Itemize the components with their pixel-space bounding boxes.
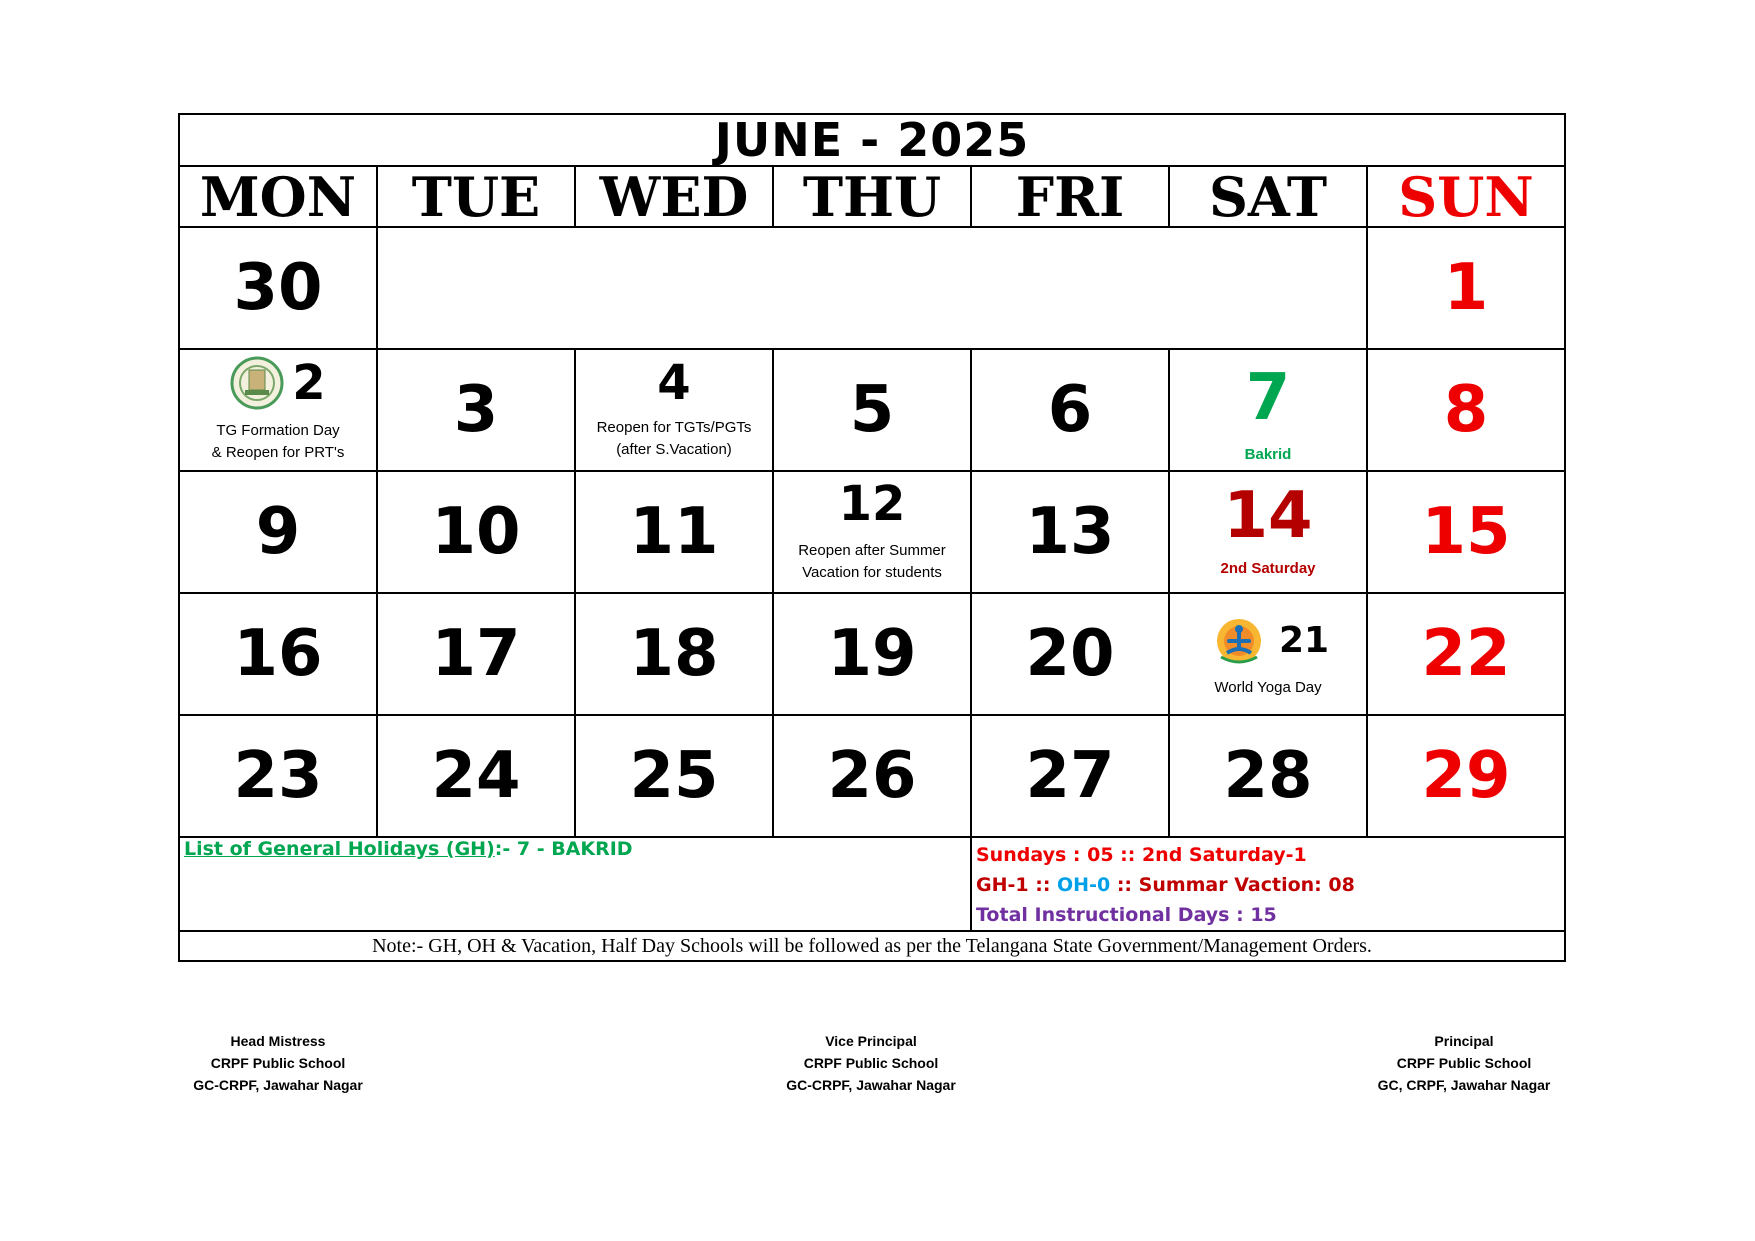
summary-total: Total Instructional Days : 15 <box>976 904 1277 926</box>
signature-place: GC-CRPF, Jawahar Nagar <box>786 1077 956 1093</box>
summary-vacation: :: Summar Vaction: 08 <box>1110 874 1355 896</box>
general-holidays-info <box>179 837 971 931</box>
holidays-label: List of General Holidays (GH) <box>184 838 495 860</box>
day-number: 18 <box>629 617 719 691</box>
day-cell-18 <box>575 593 773 715</box>
signature-role: Principal <box>1434 1033 1494 1049</box>
signature-place: GC, CRPF, Jawahar Nagar <box>1377 1077 1551 1093</box>
day-number: 5 <box>849 373 895 447</box>
weekday-fri: FRI <box>971 166 1169 227</box>
yoga-day-logo-icon <box>1207 609 1271 673</box>
day-cell-5 <box>773 349 971 471</box>
day-cell-17 <box>377 593 575 715</box>
day-cell-24 <box>377 715 575 837</box>
day-number: 15 <box>1421 495 1511 569</box>
day-number: 8 <box>1443 373 1489 447</box>
weekday-mon: MON <box>179 166 377 227</box>
day-cell-23 <box>179 715 377 837</box>
summary-sundays: Sundays : 05 :: 2nd Saturday-1 <box>976 844 1307 866</box>
day-note <box>798 540 946 584</box>
signature-role: Vice Principal <box>825 1033 917 1049</box>
weekday-wed: WED <box>575 166 773 227</box>
day-note: 2nd Saturday <box>1220 560 1316 577</box>
weekday-tue: TUE <box>377 166 575 227</box>
day-cell-19 <box>773 593 971 715</box>
day-number: 28 <box>1223 739 1313 813</box>
day-cell-13 <box>971 471 1169 593</box>
signature-org: CRPF Public School <box>1396 1055 1532 1071</box>
day-number: 1 <box>1443 251 1489 325</box>
weekday-thu: THU <box>773 166 971 227</box>
signature-org: CRPF Public School <box>210 1055 346 1071</box>
day-cell-27 <box>971 715 1169 837</box>
day-number: 23 <box>233 739 323 813</box>
day-number: 16 <box>233 617 323 691</box>
summary-info <box>971 837 1565 931</box>
day-number: 20 <box>1025 617 1115 691</box>
day-cell-14 <box>1169 471 1367 593</box>
day-cell-9 <box>179 471 377 593</box>
summary-gh-oh <box>976 870 1564 900</box>
day-number: 4 <box>657 355 691 411</box>
day-number: 10 <box>431 495 521 569</box>
day-cell-26 <box>773 715 971 837</box>
day-number: 12 <box>838 476 906 532</box>
weekday-sun: SUN <box>1367 166 1565 227</box>
day-number: 6 <box>1047 373 1093 447</box>
telangana-emblem-icon <box>230 356 284 410</box>
day-number: 21 <box>1278 620 1330 661</box>
day-cell-29 <box>1367 715 1565 837</box>
signature-place: GC-CRPF, Jawahar Nagar <box>193 1077 363 1093</box>
day-note <box>597 417 752 461</box>
day-cell-22 <box>1367 593 1565 715</box>
day-cell-20 <box>971 593 1169 715</box>
day-number: 24 <box>431 739 521 813</box>
day-number: 30 <box>233 251 323 325</box>
day-cell-4 <box>575 349 773 471</box>
day-note-line: TG Formation Day <box>216 422 340 439</box>
day-note-line: Reopen for TGTs/PGTs <box>596 419 752 436</box>
day-number: 14 <box>1223 479 1313 553</box>
signature-vice-principal <box>741 1030 1001 1096</box>
summary-oh: OH-0 <box>1057 874 1111 896</box>
day-cell-30 <box>179 227 377 349</box>
day-cell-25 <box>575 715 773 837</box>
day-note: Bakrid <box>1244 446 1292 463</box>
day-number: 27 <box>1025 739 1115 813</box>
day-cell-3 <box>377 349 575 471</box>
day-number: 17 <box>431 617 521 691</box>
day-number: 25 <box>629 739 719 813</box>
weekday-sat: SAT <box>1169 166 1367 227</box>
holidays-value: :- 7 - BAKRID <box>494 838 633 860</box>
signature-role: Head Mistress <box>230 1033 326 1049</box>
day-number: 29 <box>1421 739 1511 813</box>
day-cell-10 <box>377 471 575 593</box>
day-number: 13 <box>1025 495 1115 569</box>
day-number: 7 <box>1245 361 1291 435</box>
day-number: 11 <box>629 495 719 569</box>
day-number: 9 <box>255 495 301 569</box>
day-cell-15 <box>1367 471 1565 593</box>
signature-principal <box>1334 1030 1594 1096</box>
day-note-line: & Reopen for PRT's <box>211 444 345 461</box>
day-cell-7 <box>1169 349 1367 471</box>
empty-cell <box>377 227 1367 349</box>
footer-note: Note:- GH, OH & Vacation, Half Day Schools will be followed as per the Telangana State Government/Management Orders. <box>179 931 1565 961</box>
day-cell-21 <box>1169 593 1367 715</box>
day-note-line: (after S.Vacation) <box>616 441 732 458</box>
day-note: World Yoga Day <box>1214 679 1322 696</box>
day-cell-6 <box>971 349 1169 471</box>
signature-org: CRPF Public School <box>803 1055 939 1071</box>
day-cell-28 <box>1169 715 1367 837</box>
day-cell-2 <box>179 349 377 471</box>
day-number: 2 <box>292 355 326 411</box>
summary-gh: GH-1 :: <box>976 874 1058 896</box>
day-number: 3 <box>453 373 499 447</box>
day-number: 19 <box>827 617 917 691</box>
day-cell-8 <box>1367 349 1565 471</box>
day-cell-16 <box>179 593 377 715</box>
day-note <box>212 420 345 464</box>
day-note-line: Reopen after Summer <box>798 542 946 559</box>
day-number: 22 <box>1421 617 1511 691</box>
day-number: 26 <box>827 739 917 813</box>
calendar-table <box>178 113 1566 962</box>
day-note-line: Vacation for students <box>802 564 942 581</box>
signature-head-mistress <box>148 1030 408 1096</box>
day-cell-1 <box>1367 227 1565 349</box>
day-cell-11 <box>575 471 773 593</box>
calendar-title: JUNE - 2025 <box>179 114 1565 166</box>
day-cell-12 <box>773 471 971 593</box>
